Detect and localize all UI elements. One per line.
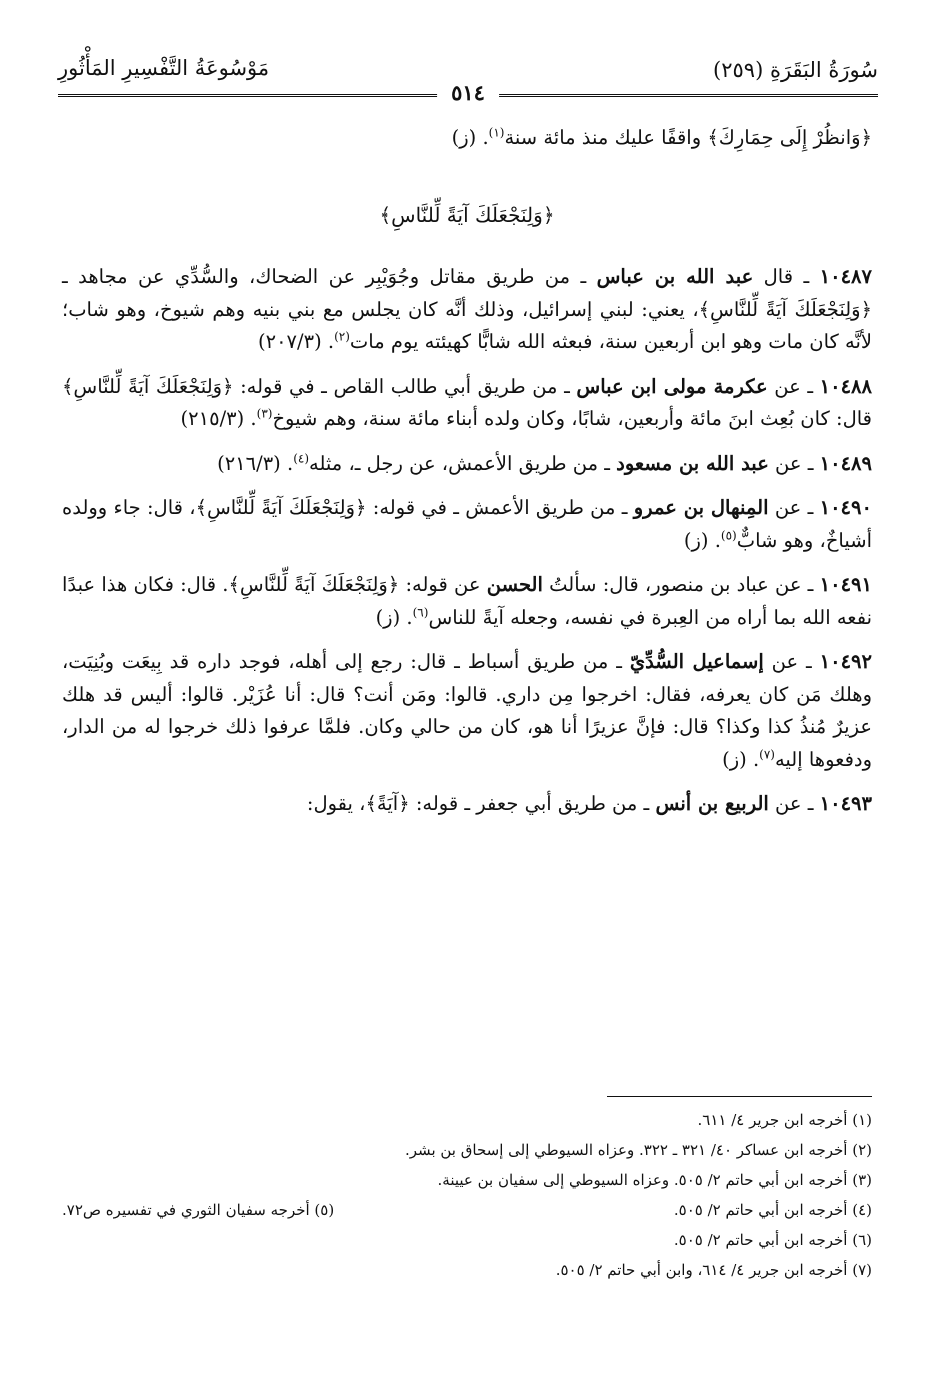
footnotes <box>62 1096 872 1285</box>
entry-number: ١٠٤٨٧ <box>819 265 872 288</box>
entry-pre: ـ عن <box>775 792 814 815</box>
narrator-name: عبد الله بن مسعود <box>616 451 769 475</box>
narrator-name: إسماعيل السُّدِّيّ <box>629 650 764 673</box>
footnote-1 <box>62 1105 872 1135</box>
narrator-name: الربيع بن أنس <box>655 792 769 815</box>
footnote-3 <box>62 1165 872 1195</box>
entry-tail: . (ز) <box>683 528 721 552</box>
verse-heading: ﴿وَلِنَجْعَلَكَ آيَةً لِّلنَّاسِ﴾ <box>379 202 555 227</box>
entry-10489 <box>62 448 872 481</box>
footnote-ref[interactable]: (١) <box>488 125 505 140</box>
entry-number: ١٠٤٩٠ <box>819 496 872 519</box>
footnote-5-text: (٥) أخرجه سفيان الثوري في تفسيره ص٧٢. <box>62 1201 335 1219</box>
narrator-name: عكرمة مولى ابن عباس <box>576 374 768 398</box>
narrator-name: عبد الله بن عباس <box>596 265 754 288</box>
entry-number: ١٠٤٩٣ <box>819 792 872 815</box>
entry-body: ـ من طريق أبي طالب القاص ـ في قوله: ﴿وَلِنَجْعَلَكَ آيَةً لِّلنَّاسِ﴾ قال: كان بُعِث ابنَ مائة وأربعين، شابًا، وكان ولده أبناء مائة سنة، وهم شيوخ <box>62 374 872 430</box>
page-number: ٥١٤ <box>437 80 499 105</box>
entry-number: ١٠٤٨٨ <box>819 374 873 398</box>
entry-10487 <box>62 261 872 359</box>
footnote-ref[interactable]: (٦) <box>412 605 429 619</box>
footnote-2 <box>62 1135 872 1165</box>
entry-10490 <box>62 492 872 557</box>
footnote-text: (٧) أخرجه ابن جرير ٤/ ٦١٤، وابن أبي حاتم ٢/ ٥٠٥. <box>555 1261 872 1279</box>
footnote-text: (٣) أخرجه ابن أبي حاتم ٢/ ٥٠٥. وعزاه السيوطي إلى سفيان بن عيينة. <box>437 1171 872 1189</box>
entry-number: ١٠٤٩١ <box>819 573 872 596</box>
footnote-text: (٢) أخرجه ابن عساكر ٤٠/ ٣٢١ ـ ٣٢٢. وعزاه السيوطي إلى إسحاق بن بشر. <box>405 1141 872 1159</box>
entry-tail: . (٢٠٧/٣) <box>258 330 335 353</box>
intro-text: واقفًا عليك منذ مائة سنة <box>504 126 702 149</box>
entry-body: ـ من طريق أبي جعفر ـ قوله: ﴿آيَةً﴾، يقول: <box>306 792 650 815</box>
entry-body: ـ من طريق الأعمش ـ في قوله: ﴿وَلِنَجْعَلَكَ آيَةً لِّلنَّاسِ﴾، قال: جاء وولده أشياخٌ، وهو شابٌّ <box>62 496 872 552</box>
entry-pre: ـ عن عباد بن منصور، قال: سألتُ <box>549 573 814 596</box>
entry-tail: . (٢١٦/٣) <box>217 451 294 475</box>
footnote-ref[interactable]: (٣) <box>256 406 273 421</box>
entry-tail: . (ز) <box>375 605 413 629</box>
footnote-ref[interactable]: (٢) <box>334 329 350 344</box>
footnote-text: (١) أخرجه ابن جرير ٤/ ٦١١. <box>697 1111 872 1129</box>
narrator-name: المِنهال بن عمرو <box>633 496 769 519</box>
entry-10492 <box>62 646 872 776</box>
page-header <box>58 52 878 104</box>
entry-pre: ـ عن <box>774 496 814 519</box>
footnote-rule <box>607 1096 872 1097</box>
entry-pre: ـ قال <box>763 265 810 288</box>
entry-tail: . (٢١٥/٣) <box>180 407 257 430</box>
entry-10488 <box>62 371 872 436</box>
footnote-ref[interactable]: (٧) <box>759 747 775 761</box>
entry-10491 <box>62 569 872 634</box>
entry-body: ـ من طريق أسباط ـ قال: رجع إلى أهله، فوجد داره قد بِيعَت وبُنِيَت، وهلك مَن كان يعرفه، فقال: اخرجوا مِن داري. قالوا: ومَن أنت؟ قال: أنا عُزَيْر. قالوا: أليس قد هلك عزيرٌ مُنذُ كذا وكذا؟ قال: فإنَّ عزيرًا أنا هو، كان من حالي وكان. فلمَّا عرفوا ذلك خرجوا له من الدار، ودفعوها إليه <box>62 650 872 771</box>
footnote-6 <box>62 1225 872 1255</box>
entry-body: ـ من طريق مقاتل وجُوَيْبِر عن الضحاك، والسُّدِّي عن مجاهد ـ ﴿وَلِنَجْعَلَكَ آيَةً لِّلنَّاسِ﴾، يعني: لبني إسرائيل، وذلك أنَّه كان يجلس مع بني بنيه وهم شيوخ، وهو شاب؛ لأنَّه كان مات وهو ابن أربعين سنة، فبعثه الله شابًّا كهيئته يوم مات <box>62 265 872 353</box>
intro-tail: . (ز) <box>451 126 489 149</box>
intro-paragraph <box>62 122 872 155</box>
entry-body: ـ من طريق الأعمش، عن رجل ـ، مثله <box>309 451 610 475</box>
footnote-4-5 <box>62 1195 872 1225</box>
entry-number: ١٠٤٨٩ <box>819 451 872 475</box>
book-title: مَوْسُوعَةُ التَّفْسِيرِ المَأْثُورِ <box>58 56 270 80</box>
quran-verse: ﴿وَانظُرْ إِلَى حِمَارِكَ﴾ <box>707 126 872 149</box>
entry-number: ١٠٤٩٢ <box>819 650 872 673</box>
entry-10493 <box>62 788 872 821</box>
page-body <box>62 122 872 833</box>
footnote-text: (٤) أخرجه ابن أبي حاتم ٢/ ٥٠٥. <box>673 1201 872 1219</box>
footnote-ref[interactable]: (٤) <box>293 451 310 465</box>
footnote-text: (٦) أخرجه ابن أبي حاتم ٢/ ٥٠٥. <box>673 1231 872 1249</box>
footnote-7 <box>62 1255 872 1285</box>
footnote-ref[interactable]: (٥) <box>720 528 737 542</box>
entry-tail: . (ز) <box>722 747 760 771</box>
entry-body: عن قوله: ﴿وَلِنَجْعَلَكَ آيَةً لِّلنَّاسِ﴾. قال: فكان هذا عبدًا نفعه الله بما أراه من العِبرة في نفسه، وجعله آيةً للناس <box>62 573 872 629</box>
entry-pre: ـ عن <box>775 451 814 475</box>
entry-pre: ـ عن <box>774 374 814 398</box>
surah-title: سُورَةُ البَقَرَةِ (٢٥٩) <box>713 58 878 82</box>
entry-pre: ـ عن <box>771 650 812 673</box>
narrator-name: الحسن <box>486 573 543 596</box>
